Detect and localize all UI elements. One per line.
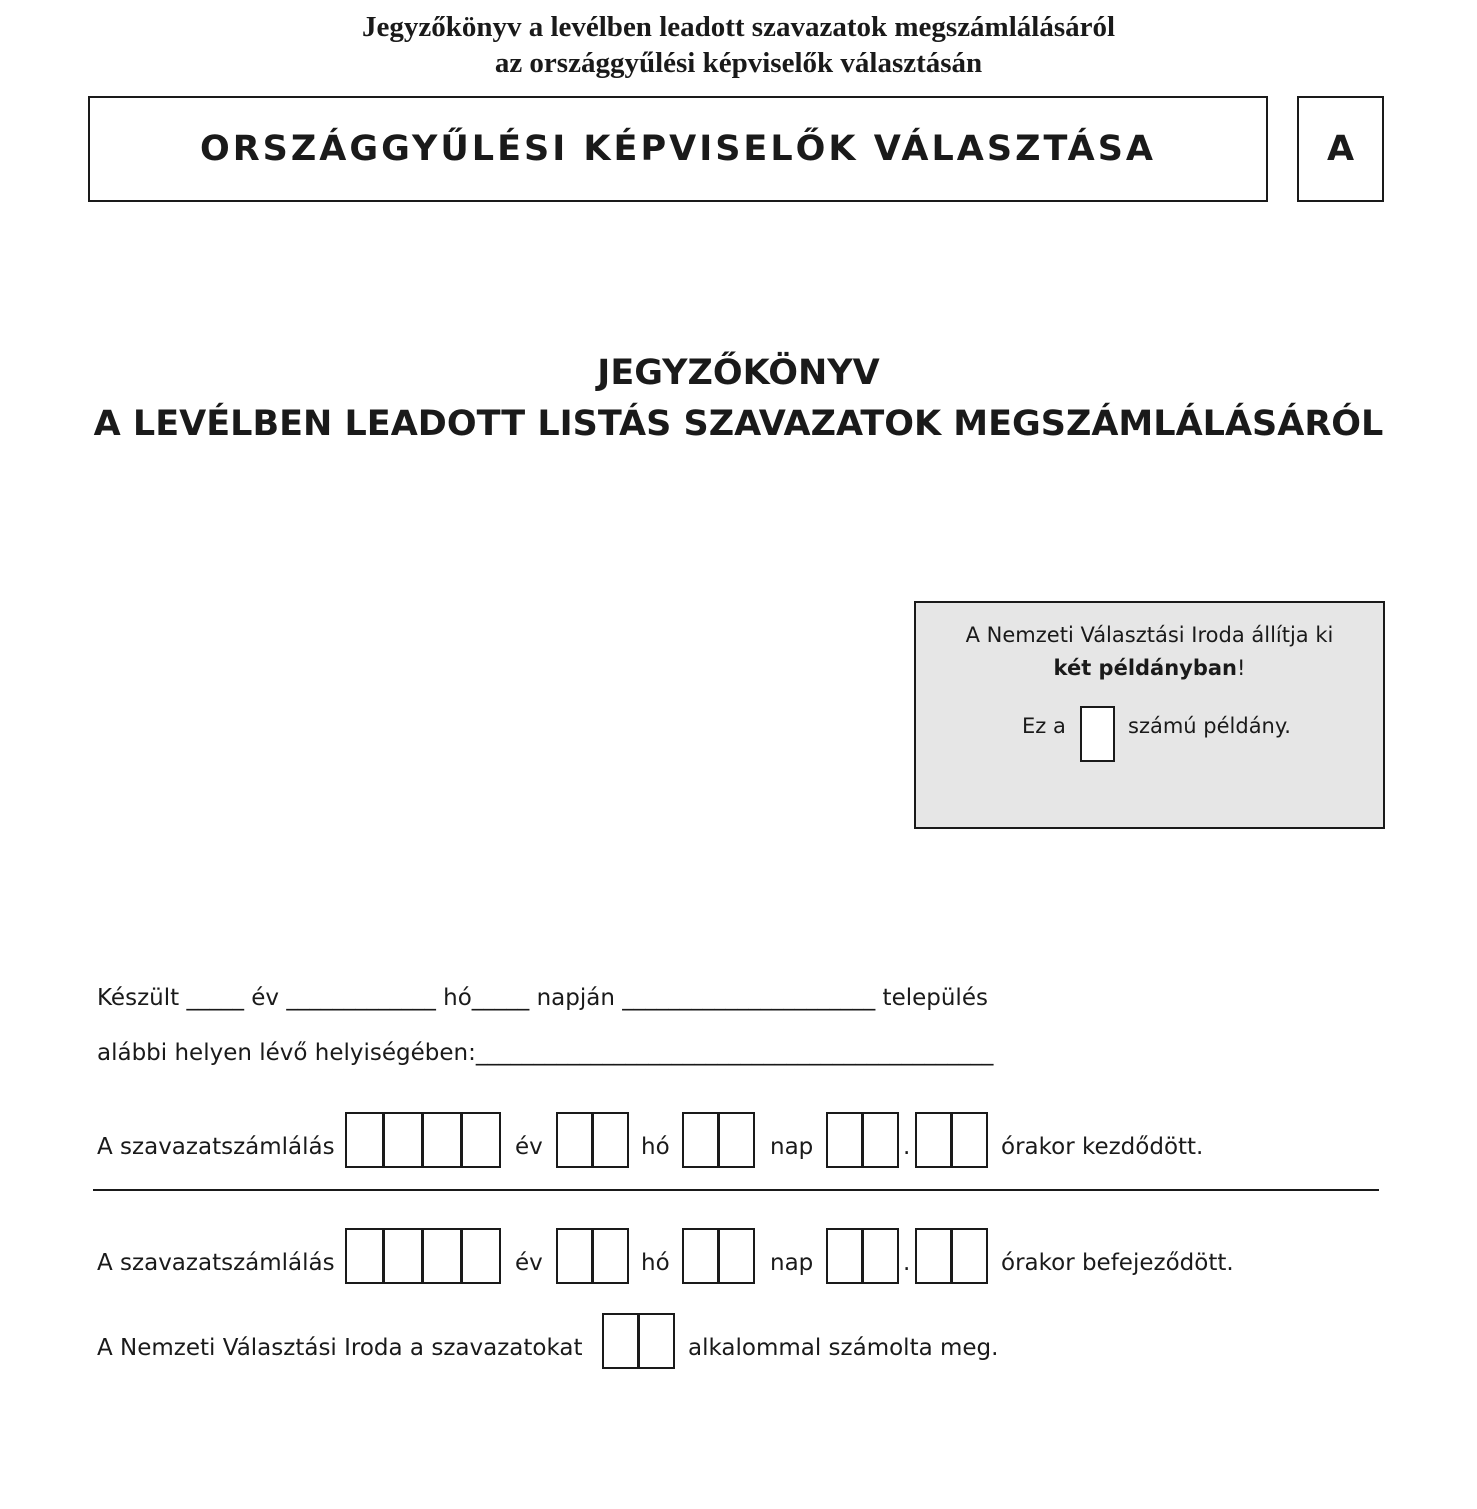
start-month-digit-1[interactable] xyxy=(556,1112,593,1168)
copy-number-box[interactable] xyxy=(1080,706,1115,762)
note-exclamation: ! xyxy=(1237,656,1246,680)
end-hour-digit-1[interactable] xyxy=(826,1228,863,1284)
header-title-line-1: Jegyzőkönyv a levélben leadott szavazatok megszámlálásáról xyxy=(361,11,1116,43)
start-month-label: hó xyxy=(641,1134,670,1160)
start-year-label: év xyxy=(515,1134,543,1160)
header-title-line-2: az országgyűlési képviselők választásán xyxy=(494,47,983,79)
count-start-suffix: órakor kezdődött. xyxy=(1001,1134,1204,1160)
start-minute-digit-1[interactable] xyxy=(915,1112,952,1168)
end-year-digit-1[interactable] xyxy=(345,1228,384,1284)
count-times-digit-1[interactable] xyxy=(602,1313,639,1369)
election-code-box xyxy=(1297,96,1384,202)
election-type-label: ORSZÁGGYŰLÉSI KÉPVISELŐK VÁLASZTÁSA xyxy=(199,129,1157,169)
start-hour-digit-1[interactable] xyxy=(826,1112,863,1168)
end-year-digit-3[interactable] xyxy=(422,1228,462,1284)
election-code: A xyxy=(1326,129,1355,169)
end-day-label: nap xyxy=(770,1250,814,1276)
note-copy-prefix: Ez a xyxy=(1022,714,1066,738)
start-month-digit-2[interactable] xyxy=(592,1112,629,1168)
count-start-prefix: A szavazatszámlálás xyxy=(97,1134,335,1160)
end-day-digit-1[interactable] xyxy=(682,1228,719,1284)
start-year-digit-3[interactable] xyxy=(422,1112,462,1168)
end-month-label: hó xyxy=(641,1250,670,1276)
count-times-prefix: A Nemzeti Választási Iroda a szavazatokat xyxy=(97,1335,583,1361)
end-minute-digit-1[interactable] xyxy=(915,1228,952,1284)
count-end-prefix: A szavazatszámlálás xyxy=(97,1250,335,1276)
start-hour-digit-2[interactable] xyxy=(862,1112,899,1168)
made-on-line: Készült _____ év _____________ hó_____ napján ______________________ település xyxy=(97,985,988,1011)
document-title-line-1: JEGYZŐKÖNYV xyxy=(597,353,880,393)
start-time-separator: . xyxy=(903,1134,911,1160)
start-day-digit-1[interactable] xyxy=(682,1112,719,1168)
end-month-digit-1[interactable] xyxy=(556,1228,593,1284)
start-day-digit-2[interactable] xyxy=(718,1112,755,1168)
note-bold-text: két példányban xyxy=(1053,656,1238,680)
copy-note-box xyxy=(914,601,1385,829)
end-month-digit-2[interactable] xyxy=(592,1228,629,1284)
note-copy-suffix: számú példány. xyxy=(1128,714,1291,738)
document-title-line-2: A LEVÉLBEN LEADOTT LISTÁS SZAVAZATOK MEGSZÁMLÁLÁSÁRÓL xyxy=(93,404,1384,444)
end-year-digit-2[interactable] xyxy=(383,1228,423,1284)
start-year-digit-1[interactable] xyxy=(345,1112,384,1168)
start-year-digit-2[interactable] xyxy=(383,1112,423,1168)
election-type-box xyxy=(88,96,1268,202)
end-year-label: év xyxy=(515,1250,543,1276)
end-time-separator: . xyxy=(903,1250,911,1276)
count-times-suffix: alkalommal számolta meg. xyxy=(688,1335,999,1361)
end-hour-digit-2[interactable] xyxy=(862,1228,899,1284)
count-times-digit-2[interactable] xyxy=(638,1313,675,1369)
note-line-1: A Nemzeti Választási Iroda állítja ki xyxy=(965,623,1334,647)
end-minute-digit-2[interactable] xyxy=(951,1228,988,1284)
end-day-digit-2[interactable] xyxy=(718,1228,755,1284)
start-day-label: nap xyxy=(770,1134,814,1160)
section-divider xyxy=(93,1189,1379,1191)
end-year-digit-4[interactable] xyxy=(461,1228,501,1284)
count-end-suffix: órakor befejeződött. xyxy=(1001,1250,1234,1276)
start-year-digit-4[interactable] xyxy=(461,1112,501,1168)
note-line-2 xyxy=(916,656,1383,680)
start-minute-digit-2[interactable] xyxy=(951,1112,988,1168)
location-line: alábbi helyen lévő helyiségében:_____________________________________________ xyxy=(97,1040,994,1066)
